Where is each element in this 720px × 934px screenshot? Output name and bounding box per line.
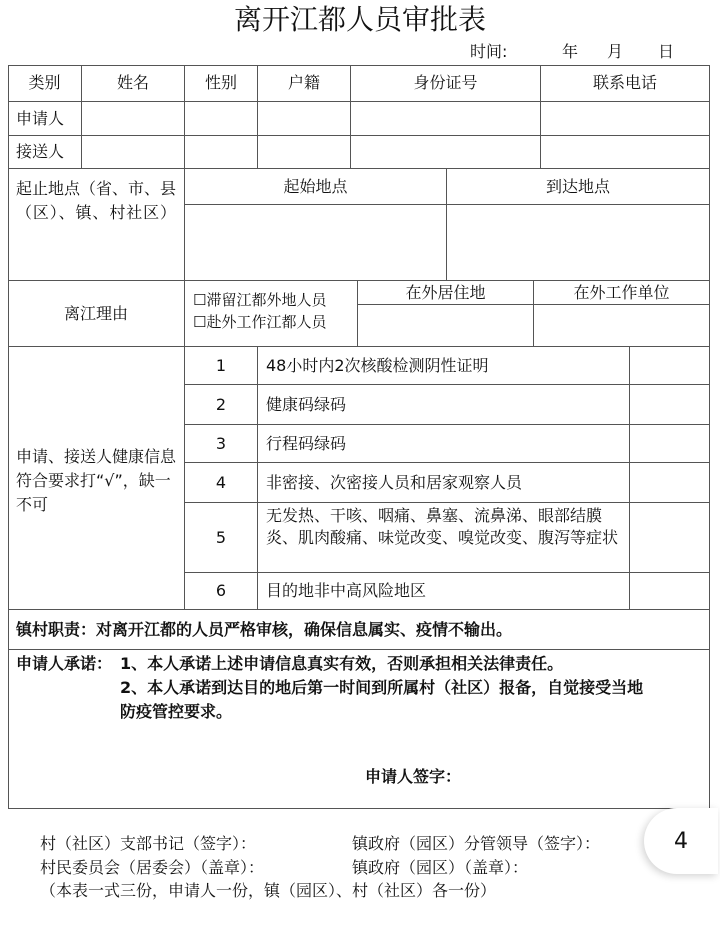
health-item-check[interactable] bbox=[630, 347, 710, 385]
health-item-text: 无发热、干咳、咽痛、鼻塞、流鼻涕、眼部结膜炎、肌肉酸痛、味觉改变、嗅觉改变、腹泻等症状 bbox=[258, 503, 630, 573]
page-number-badge[interactable]: 4 bbox=[644, 808, 718, 874]
promise-line-1: 1、本人承诺上述申请信息真实有效，否则承担相关法律责任。 bbox=[120, 654, 564, 673]
option-stranded[interactable]: ☐滞留江都外地人员 bbox=[193, 291, 327, 309]
row-label-escort: 接送人 bbox=[8, 136, 82, 169]
health-item-text: 健康码绿码 bbox=[258, 385, 630, 425]
residence-field[interactable] bbox=[358, 305, 534, 347]
applicant-id-field[interactable] bbox=[351, 102, 541, 136]
health-item-no: 4 bbox=[185, 463, 258, 503]
header-name: 姓名 bbox=[82, 65, 185, 102]
reason-options bbox=[185, 281, 358, 347]
applicant-promise bbox=[8, 650, 710, 809]
escort-id-field[interactable] bbox=[351, 136, 541, 169]
copies-note: （本表一式三份，申请人一份，镇（园区）、村（社区）各一份） bbox=[40, 881, 497, 900]
health-label: 申请、接送人健康信息符合要求打“√”，缺一不可 bbox=[8, 347, 185, 610]
promise-line-2a: 2、本人承诺到达目的地后第一时间到所属村（社区）报备，自觉接受当地 bbox=[120, 678, 644, 697]
health-item-no: 1 bbox=[185, 347, 258, 385]
header-phone: 联系电话 bbox=[541, 65, 710, 102]
escort-name-field[interactable] bbox=[82, 136, 185, 169]
option-working-out[interactable]: ☐赴外工作江都人员 bbox=[193, 313, 327, 331]
applicant-signature-label: 申请人签字： bbox=[365, 767, 462, 786]
village-committee-seal: 村民委员会（居委会）（盖章）： bbox=[40, 858, 265, 877]
locations-label: 起止地点（省、市、县（区）、镇、村社区） bbox=[8, 169, 185, 281]
health-item-text: 行程码绿码 bbox=[258, 425, 630, 463]
header-gender: 性别 bbox=[185, 65, 258, 102]
date-year: 年 bbox=[562, 42, 579, 61]
applicant-gender-field[interactable] bbox=[185, 102, 258, 136]
applicant-hukou-field[interactable] bbox=[258, 102, 351, 136]
residence-header: 在外居住地 bbox=[358, 281, 534, 305]
work-unit-field[interactable] bbox=[534, 305, 710, 347]
escort-hukou-field[interactable] bbox=[258, 136, 351, 169]
row-label-applicant: 申请人 bbox=[8, 102, 82, 136]
header-category: 类别 bbox=[8, 65, 82, 102]
town-leader-signature: 镇政府（园区）分管领导（签字）： bbox=[352, 834, 601, 853]
start-location-header: 起始地点 bbox=[185, 169, 447, 205]
end-location-field[interactable] bbox=[447, 205, 710, 281]
health-item-no: 6 bbox=[185, 573, 258, 610]
village-secretary-signature: 村（社区）支部书记（签字）： bbox=[40, 834, 257, 853]
town-government-seal: 镇政府（园区）（盖章）： bbox=[352, 858, 529, 877]
health-item-text: 48小时内2次核酸检测阴性证明 bbox=[258, 347, 630, 385]
header-hukou: 户籍 bbox=[258, 65, 351, 102]
health-item-check[interactable] bbox=[630, 573, 710, 610]
promise-line-2b: 防疫管控要求。 bbox=[120, 702, 233, 721]
header-id-number: 身份证号 bbox=[351, 65, 541, 102]
date-label: 时间: bbox=[470, 42, 508, 61]
health-item-text: 目的地非中高风险地区 bbox=[258, 573, 630, 610]
health-item-no: 3 bbox=[185, 425, 258, 463]
escort-gender-field[interactable] bbox=[185, 136, 258, 169]
health-item-check[interactable] bbox=[630, 463, 710, 503]
start-location-field[interactable] bbox=[185, 205, 447, 281]
date-day: 日 bbox=[658, 42, 675, 61]
town-village-duty: 镇村职责：对离开江都的人员严格审核，确保信息属实、疫情不输出。 bbox=[8, 610, 710, 650]
applicant-phone-field[interactable] bbox=[541, 102, 710, 136]
health-item-no: 2 bbox=[185, 385, 258, 425]
date-month: 月 bbox=[607, 42, 624, 61]
escort-phone-field[interactable] bbox=[541, 136, 710, 169]
health-item-check[interactable] bbox=[630, 425, 710, 463]
promise-label: 申请人承诺： bbox=[16, 654, 113, 673]
work-unit-header: 在外工作单位 bbox=[534, 281, 710, 305]
applicant-name-field[interactable] bbox=[82, 102, 185, 136]
health-item-check[interactable] bbox=[630, 503, 710, 573]
health-item-check[interactable] bbox=[630, 385, 710, 425]
health-item-no: 5 bbox=[185, 503, 258, 573]
form-title: 离开江都人员审批表 bbox=[233, 3, 486, 36]
reason-label: 离江理由 bbox=[8, 281, 185, 347]
health-item-text: 非密接、次密接人员和居家观察人员 bbox=[258, 463, 630, 503]
end-location-header: 到达地点 bbox=[447, 169, 710, 205]
